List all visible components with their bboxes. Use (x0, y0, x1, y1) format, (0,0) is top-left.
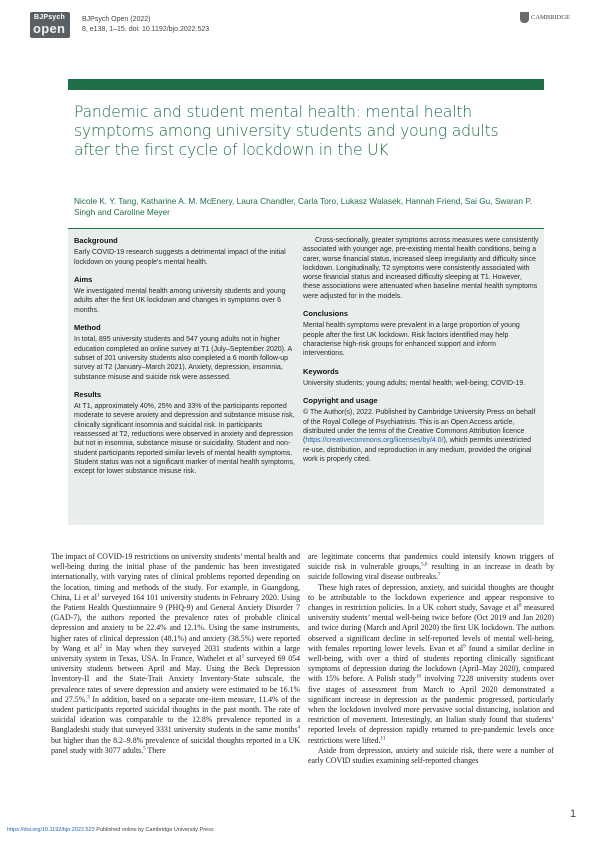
copyright-text-b: ), which permits unrestricted re-use, distribution, and reproduction in any medium, provided the original work is properly cited. (303, 437, 532, 463)
citation-ref[interactable]: 8 (518, 603, 522, 609)
shield-icon (520, 12, 529, 23)
aims-text: We investigated mental health among university students and young adults after the first UK lockdown and changes in symptoms over 6 months. (74, 288, 286, 314)
article-title: Pandemic and student mental health: mental health symptoms among university students and young adults after the first cycle of lockdown in the UK (74, 103, 499, 160)
citation-ref[interactable]: 9 (463, 644, 466, 650)
results-text-continued: Cross-sectionally, greater symptoms across measures were consistently associated with younger age, pre-existing mental health conditions, being a carer, worse financial status, increased sleep irregularity and difficulty since lockdown. Longitudinally, T2 symptoms were consistently associated with worse financial status and increased difficulty sleeping at T1. However, these associations were attenuated when baseline mental health symptoms were adjusted for in the models. (303, 237, 539, 300)
journal-line: BJPsych Open (2022) (82, 16, 151, 23)
citation-line: 8, e138, 1–15. doi: 10.1192/bjo.2022.523 (82, 26, 210, 33)
method-text: In total, 895 university students and 547 young adults not in higher education completed an online survey at T1 (July–September 2020). A subset of 201 university students also completed a 6 month follow-up survey at T2 (January–March 2021). Anxiety, depression, insomnia, substance misuse and suicide risk were assessed. (74, 336, 292, 381)
citation-ref[interactable]: 5 (143, 746, 146, 752)
doi-link[interactable]: https://doi.org/10.1192/bjo.2022.523 (7, 827, 95, 833)
method-heading: Method (74, 323, 101, 333)
citation-ref[interactable]: 3 (241, 654, 244, 660)
journal-logo-bottom: open (33, 21, 66, 36)
results-heading: Results (74, 389, 102, 399)
citation-ref[interactable]: 5,6 (421, 562, 428, 568)
keywords-text: University students; young adults; mental health; well-being; COVID-19. (303, 379, 526, 387)
background-text: Early COVID-19 research suggests a detrimental impact of the initial lockdown on young people’s mental health. (74, 249, 286, 266)
journal-logo-top: BJPsych (34, 14, 65, 21)
citation-ref[interactable]: 1 (96, 593, 100, 599)
abstract-right-column (303, 236, 539, 472)
body-right-column (308, 552, 554, 766)
page-number: 1 (570, 808, 577, 820)
title-accent-bar (68, 79, 544, 90)
body-paragraph: Aside from depression, anxiety and suicide risk, there were a number of early COVID studies examining self-reported changes (308, 745, 554, 766)
body-paragraph: are legitimate concerns that pandemics could intensify known triggers of suicide risk in vulnerable groups,$^{5,6}$ resulting in an increase in death by suicide following viral disease outbreaks.$^7$ (308, 552, 554, 582)
citation-ref[interactable]: 2 (99, 644, 103, 650)
publisher-logo (520, 12, 571, 24)
journal-meta (82, 15, 209, 35)
conclusions-text: Mental health symptoms were prevalent in a large proportion of young people after the first UK lockdown. Risk factors identified may help characterise high-risk groups for enhanced support and inform interventions. (303, 322, 520, 358)
copyright-heading: Copyright and usage (303, 396, 378, 406)
license-link[interactable]: https://creativecommons.org/licenses/by/4.0/ (305, 437, 444, 445)
citation-ref[interactable]: 4 (297, 725, 300, 731)
body-paragraph: These high rates of depression, anxiety, and suicidal thoughts are thought to be attributable to the lockdown experience and appear responsive to changes in restriction policies. In a UK cohort study, Savage et $al^8$ measured university students’ mental well-being twice before (Oct 2019 and Jan 2020) and twice during (March and April 2020) the first UK lockdown. The authors observed a significant decline in self-reported levels of mental well-being, with females reporting lower levels. Evan et $al^9$ found a similar decline in well-being, with over a third of students reporting clinically significant symptoms of depression during the lockdown (April–May 2020), compared with 15% before. A Polish study$^{10}$ involving 7228 university students over five stages of assessment from March to April 2020 demonstrated a significant increase in depression as the pandemic progressed, particularly when the lockdown involved more pervasive social distancing, isolation and restriction of movement. Interestingly, an Italian study found that students’ reported levels of depression rapidly returned to pre-pandemic levels once restrictions were lifted.$^{11}$ (308, 582, 555, 745)
citation-ref[interactable]: 10 (415, 674, 421, 680)
keywords-heading: Keywords (303, 366, 339, 376)
conclusions-heading: Conclusions (303, 309, 349, 319)
aims-heading: Aims (74, 274, 93, 284)
abstract-left-column (74, 236, 296, 485)
citation-ref[interactable]: 3 (87, 695, 90, 701)
copyright-text-a: © The Author(s), 2022. Published by Cambridge University Press on behalf of the Royal College of Psychiatrists. This is an Open Access article, distributed under the terms of the Creative Commons Attribution licence ( (303, 409, 536, 445)
author-list: Nicole K. Y. Tang, Katharine A. M. McEnery, Laura Chandler, Carla Toro, Lukasz Walasek, Hannah Friend, Sai Gu, Swaran P. Singh and Caroline Meyer (74, 196, 533, 218)
citation-ref[interactable]: 7 (438, 572, 441, 578)
body-left-column (51, 552, 300, 756)
body-paragraph: The impact of COVID-19 restrictions on university students’ mental health and well-being during the initial phase of the pandemic has been investigated internationally, with varying rates of clinical problems reported depending on the location, timing and methods of the study. For example, in Guangdong, China, Li et $al^1$ surveyed 164 101 university students in February 2020. Using the Patient Health Questionnaire 9 (PHQ-9) and General Anxiety Disorder 7 (GAD-7), the authors reported the prevalence rates of probable clinical depression and anxiety to be 22.4% and 12.1%. Using the same instruments, higher rates of clinical depression (48.1%) and anxiety (38.5%) were reported by Wang et $al^2$ in May when they surveyed 2031 students within a large university system in Texas, USA. In France, Wathelet et $al^3$ surveyed 69 054 university students between April and May. Using the Beck Depression Inventory-II and the State-Trait Anxiety Inventory-State subscale, the prevalence rates of severe depression and anxiety were estimated to be 16.1% and 27.5%.$^3$ In addition, based on a separate one-item measure, 11.4% of the student participants reported suicidal thoughts in the past month. The rate of suicidal ideation was comparable to the 12.8% prevalence reported in a Bangladeshi study that surveyed 3331 university students in the same months$^4$ but higher than the 8.2–9.8% prevalence of suicidal thoughts reported in a UK panel study with 3077 adults.$^5$ There (51, 552, 300, 755)
journal-logo (30, 12, 70, 38)
citation-ref[interactable]: 11 (380, 736, 386, 742)
footer (7, 827, 214, 833)
published-note: Published online by Cambridge University Press (94, 827, 214, 833)
results-text: At T1, approximately 40%, 25% and 33% of the participants reported moderate to severe anxiety and depression and substance misuse risk, clinically significant insomnia and suicidal risk. In participants reassessed at T2, reductions were observed in anxiety and depression but not in insomnia, substance misuse or suicidality. Student and non-student participants reported similar levels of mental health symptoms. Student status was not a significant marker of mental health symptoms, except for lower substance misuse risk. (74, 403, 295, 476)
background-heading: Background (74, 236, 118, 245)
publisher-name: CAMBRIDGE (531, 14, 571, 21)
copyright-text (303, 408, 539, 464)
